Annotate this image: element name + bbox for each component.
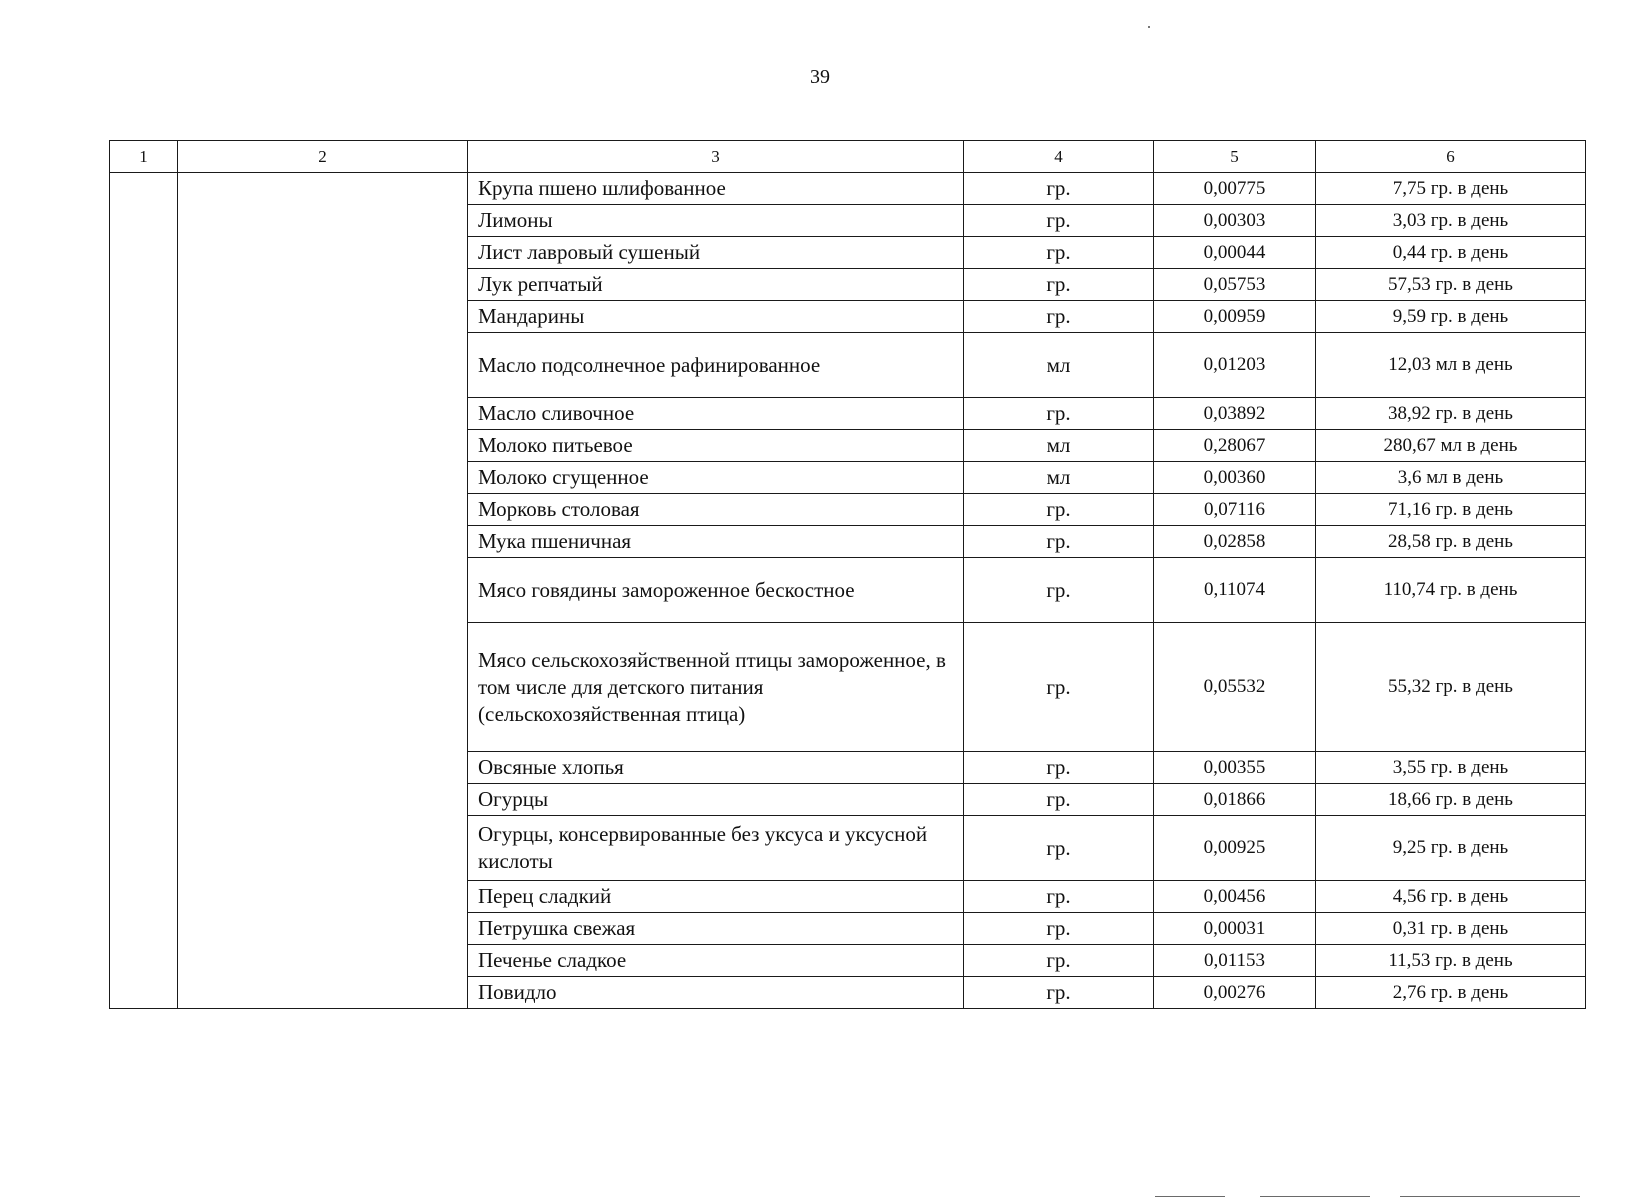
product-name-cell: Печенье сладкое xyxy=(468,945,964,977)
coefficient-cell: 0,05532 xyxy=(1154,623,1316,752)
coefficient-cell: 0,00959 xyxy=(1154,301,1316,333)
scan-artifact-line xyxy=(1260,1196,1370,1197)
product-name-cell: Лук репчатый xyxy=(468,269,964,301)
coefficient-cell: 0,00355 xyxy=(1154,752,1316,784)
product-name-cell: Морковь столовая xyxy=(468,494,964,526)
coefficient-cell: 0,11074 xyxy=(1154,558,1316,623)
unit-cell: мл xyxy=(964,430,1154,462)
unit-cell: гр. xyxy=(964,816,1154,881)
page-number: 39 xyxy=(810,66,830,88)
daily-norm-cell: 9,25 гр. в день xyxy=(1316,816,1586,881)
unit-cell: гр. xyxy=(964,558,1154,623)
column-header-6: 6 xyxy=(1316,141,1586,173)
coefficient-cell: 0,05753 xyxy=(1154,269,1316,301)
coefficient-cell: 0,00925 xyxy=(1154,816,1316,881)
product-name-cell: Мясо говядины замороженное бескостное xyxy=(468,558,964,623)
coefficient-cell: 0,01153 xyxy=(1154,945,1316,977)
coefficient-cell: 0,00276 xyxy=(1154,977,1316,1009)
coefficient-cell: 0,28067 xyxy=(1154,430,1316,462)
product-name-cell: Перец сладкий xyxy=(468,881,964,913)
unit-cell: гр. xyxy=(964,881,1154,913)
coefficient-cell: 0,00456 xyxy=(1154,881,1316,913)
table-row xyxy=(110,173,1586,205)
product-name-cell: Масло подсолнечное рафинированное xyxy=(468,333,964,398)
unit-cell: гр. xyxy=(964,494,1154,526)
coefficient-cell: 0,01866 xyxy=(1154,784,1316,816)
merged-column-2-cell xyxy=(178,173,468,1009)
scan-speck xyxy=(1148,26,1150,28)
daily-norm-cell: 3,6 мл в день xyxy=(1316,462,1586,494)
unit-cell: гр. xyxy=(964,526,1154,558)
daily-norm-cell: 9,59 гр. в день xyxy=(1316,301,1586,333)
daily-norm-cell: 0,44 гр. в день xyxy=(1316,237,1586,269)
scan-artifact-line xyxy=(1400,1196,1580,1197)
daily-norm-cell: 280,67 мл в день xyxy=(1316,430,1586,462)
product-name-cell: Мандарины xyxy=(468,301,964,333)
product-name-cell: Петрушка свежая xyxy=(468,913,964,945)
daily-norm-cell: 18,66 гр. в день xyxy=(1316,784,1586,816)
unit-cell: гр. xyxy=(964,269,1154,301)
daily-norm-cell: 38,92 гр. в день xyxy=(1316,398,1586,430)
product-name-cell: Молоко питьевое xyxy=(468,430,964,462)
coefficient-cell: 0,03892 xyxy=(1154,398,1316,430)
unit-cell: гр. xyxy=(964,205,1154,237)
coefficient-cell: 0,02858 xyxy=(1154,526,1316,558)
column-header-4: 4 xyxy=(964,141,1154,173)
coefficient-cell: 0,00775 xyxy=(1154,173,1316,205)
column-header-1: 1 xyxy=(110,141,178,173)
product-name-cell: Лист лавровый сушеный xyxy=(468,237,964,269)
product-name-cell: Повидло xyxy=(468,977,964,1009)
product-name-cell: Овсяные хлопья xyxy=(468,752,964,784)
unit-cell: гр. xyxy=(964,945,1154,977)
unit-cell: гр. xyxy=(964,784,1154,816)
unit-cell: гр. xyxy=(964,173,1154,205)
unit-cell: мл xyxy=(964,333,1154,398)
daily-norm-cell: 2,76 гр. в день xyxy=(1316,977,1586,1009)
daily-norm-cell: 57,53 гр. в день xyxy=(1316,269,1586,301)
unit-cell: гр. xyxy=(964,752,1154,784)
product-name-cell: Мука пшеничная xyxy=(468,526,964,558)
daily-norm-cell: 7,75 гр. в день xyxy=(1316,173,1586,205)
daily-norm-cell: 3,03 гр. в день xyxy=(1316,205,1586,237)
coefficient-cell: 0,00303 xyxy=(1154,205,1316,237)
product-name-cell: Мясо сельскохозяйственной птицы замороженное, в том числе для детского питания (сельскохозяйственная птица) xyxy=(468,623,964,752)
coefficient-cell: 0,00360 xyxy=(1154,462,1316,494)
product-name-cell: Масло сливочное xyxy=(468,398,964,430)
unit-cell: гр. xyxy=(964,623,1154,752)
unit-cell: мл xyxy=(964,462,1154,494)
daily-norm-cell: 4,56 гр. в день xyxy=(1316,881,1586,913)
product-name-cell: Крупа пшено шлифованное xyxy=(468,173,964,205)
table-header-row xyxy=(110,141,1586,173)
unit-cell: гр. xyxy=(964,913,1154,945)
unit-cell: гр. xyxy=(964,398,1154,430)
daily-norm-cell: 12,03 мл в день xyxy=(1316,333,1586,398)
coefficient-cell: 0,00044 xyxy=(1154,237,1316,269)
daily-norm-cell: 55,32 гр. в день xyxy=(1316,623,1586,752)
coefficient-cell: 0,01203 xyxy=(1154,333,1316,398)
daily-norm-cell: 3,55 гр. в день xyxy=(1316,752,1586,784)
product-name-cell: Огурцы xyxy=(468,784,964,816)
product-norms-table xyxy=(109,140,1586,1009)
daily-norm-cell: 0,31 гр. в день xyxy=(1316,913,1586,945)
scan-artifact-line xyxy=(1155,1196,1225,1197)
merged-column-1-cell xyxy=(110,173,178,1009)
product-name-cell: Огурцы, консервированные без уксуса и уксусной кислоты xyxy=(468,816,964,881)
column-header-2: 2 xyxy=(178,141,468,173)
daily-norm-cell: 71,16 гр. в день xyxy=(1316,494,1586,526)
column-header-5: 5 xyxy=(1154,141,1316,173)
coefficient-cell: 0,00031 xyxy=(1154,913,1316,945)
daily-norm-cell: 11,53 гр. в день xyxy=(1316,945,1586,977)
product-name-cell: Молоко сгущенное xyxy=(468,462,964,494)
unit-cell: гр. xyxy=(964,977,1154,1009)
coefficient-cell: 0,07116 xyxy=(1154,494,1316,526)
unit-cell: гр. xyxy=(964,301,1154,333)
product-name-cell: Лимоны xyxy=(468,205,964,237)
unit-cell: гр. xyxy=(964,237,1154,269)
daily-norm-cell: 110,74 гр. в день xyxy=(1316,558,1586,623)
daily-norm-cell: 28,58 гр. в день xyxy=(1316,526,1586,558)
column-header-3: 3 xyxy=(468,141,964,173)
